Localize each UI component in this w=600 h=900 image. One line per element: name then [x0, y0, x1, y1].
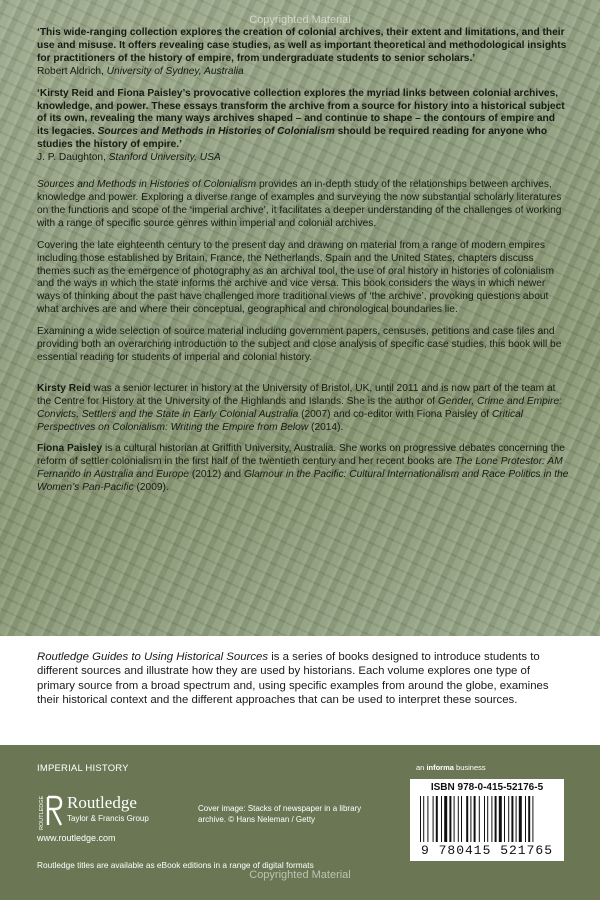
informa-prefix: an [416, 763, 425, 772]
bio-book-title: Gender, Crime and Empire: Convicts, Settlers and the State in Early Colonial Australia [37, 395, 562, 420]
ebook-note: Routledge titles are available as eBook editions in a range of digital formats [37, 860, 314, 870]
description-paragraph-1 [37, 179, 569, 231]
publisher-footer [0, 745, 600, 900]
text-block [37, 27, 569, 504]
bio-text: is a cultural historian at Griffith University, Australia. She works on progressive debates concerning the reform of settler colonialism in the first half of the twentieth century and her recent books are [37, 443, 565, 468]
quote-part: should be required reading for anyone who studies the history of empire.’ [37, 126, 548, 151]
watermark-top: Copyrighted Material [249, 14, 351, 26]
author-bio-1 [37, 383, 569, 435]
bio-text: (2012) and [191, 469, 242, 481]
description-paragraph-3: Examining a wide selection of source material including government papers, censuses, petitions and case files and providing both an overarching introduction to the subject and close analysis of specific case studies, this book will be essential reading for students of imperial and colonial history. [37, 326, 562, 363]
isbn-barcode [410, 779, 564, 861]
watermark-bottom: Copyrighted Material [249, 869, 351, 881]
endorsement-attribution-1 [37, 66, 569, 79]
bio-book-title: Glamour in the Pacific: Cultural Internationalism and Race Politics in the Women’s Pan-Pacific [37, 469, 569, 494]
quote-book-title: Sources and Methods in Histories of Colonialism [97, 126, 335, 138]
endorsement-attribution-2 [37, 152, 569, 165]
paragraph-text: provides an in-depth study of the relationships between archives, knowledge and power. Exploring a diverse range of examples and surveying the now substantial scholarly literatures on the functions and scope of the ‘imperial archive’, it facilitates a deeper understanding of the challenges of working with a range of specific source genres within imperial and colonial archives. [37, 179, 562, 229]
cover-image-credit: Cover image: Stacks of newspaper in a library archive. © Hans Neleman / Getty [198, 804, 362, 824]
endorser-name: J. P. Daughton, [37, 152, 106, 164]
bio-text: (2014). [311, 421, 344, 433]
series-description-band [0, 636, 600, 745]
barcode-digits: 9 780415 521765 [420, 843, 554, 858]
bio-text: (2009). [136, 482, 169, 494]
author-bio-2 [37, 443, 569, 495]
endorsement-quote-1: ‘This wide-ranging collection explores the creation of colonial archives, their extent and limitations, and their use and misuse. It offers revealing case studies, as well as important theoretical and methodological insights for practitioners of the history of empire, from undergraduate students to senior scholars.’ [37, 27, 567, 64]
bio-text: was a senior lecturer in history at the University of Bristol, UK, until 2011 and is now part of the team at the Centre for History at the University of the Highlands and Islands. She is the author of [37, 382, 556, 407]
quote-part: ‘Kirsty Reid and Fiona Paisley’s provocative collection explores the myriad links between colonial archives, knowledge, and power. These essays transform the archive from a source for history into a historical subject of its own, revealing the many ways archives shaped – and continue to shape – the contours of empire and its legacies. [37, 87, 565, 138]
publisher-name: Routledge [67, 793, 137, 812]
description-paragraph-2: Covering the late eighteenth century to the present day and drawing on material from a range of modern empires including those established by Britain, France, the Netherlands, Spain and the United States, chapters discuss themes such as the emergence of photography as an archival tool, the use of oral history in histories of colonialism and the ways in which the state informs the archive and vice versa. This book considers the ways in which newer ways of thinking about the past have challenged more traditional views of ‘the archive’, provoking questions about what archives are and where their conceptual, geographical and chronological boundaries lie. [37, 239, 555, 316]
series-description [37, 650, 567, 708]
informa-business-tag [416, 763, 486, 772]
informa-brand: informa [426, 763, 454, 772]
logo-side-text: ROUTLEDGE [39, 795, 45, 830]
author-name: Kirsty Reid [37, 382, 91, 394]
series-title: Routledge Guides to Using Historical Sources [37, 651, 269, 663]
bio-text: (2007) and co-editor with Fiona Paisley of [301, 408, 490, 420]
isbn-number: ISBN 978-0-415-52176-5 [430, 782, 544, 793]
informa-suffix: business [456, 763, 486, 772]
bio-book-title: Critical Perspectives on Colonialism: Writing the Empire from Below [37, 408, 524, 433]
endorser-name: Robert Aldrich, [37, 65, 104, 77]
routledge-r-icon [37, 791, 63, 831]
endorser-affiliation: Stanford University, USA [108, 152, 221, 164]
barcode-bars-icon [418, 796, 556, 842]
publisher-website: www.routledge.com [37, 833, 116, 843]
endorsement-quote-2 [37, 88, 569, 153]
endorser-affiliation: University of Sydney, Australia [106, 65, 244, 77]
book-title: Sources and Methods in Histories of Colonialism [37, 179, 257, 191]
series-text: is a series of books designed to introduce students to different sources and illustrate how they are used by historians. Each volume explores one type of primary source from a broad spectrum and, using specific examples from around the globe, examines their historical context and the different approaches that can be used to interpret these sources. [37, 651, 549, 707]
routledge-logo [37, 791, 207, 831]
publisher-group: Taylor & Francis Group [67, 814, 149, 823]
author-name: Fiona Paisley [37, 443, 103, 455]
subject-category: IMPERIAL HISTORY [37, 763, 129, 774]
bio-book-title: The Lone Protestor: AM Fernando in Australia and Europe [37, 456, 563, 481]
